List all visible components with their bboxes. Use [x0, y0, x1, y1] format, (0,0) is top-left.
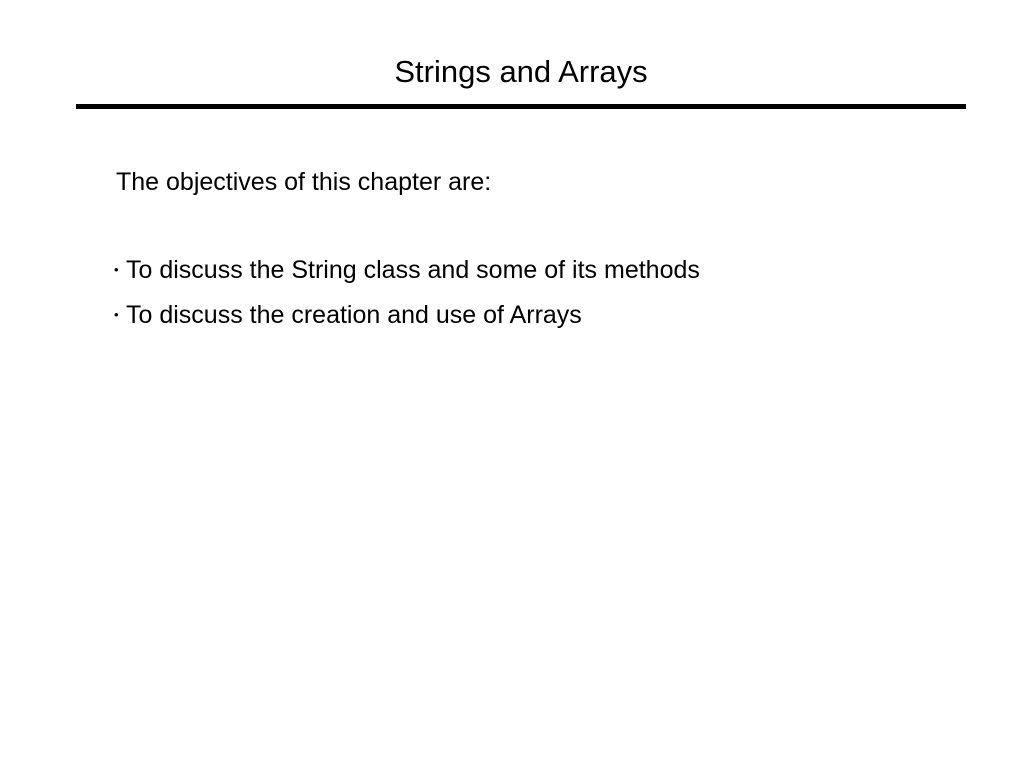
bullet-icon: • [114, 307, 119, 322]
objective-text: To discuss the creation and use of Arrays [126, 301, 582, 329]
objective-item [114, 254, 700, 299]
objective-item [114, 299, 700, 344]
bullet-icon: • [114, 262, 119, 277]
objectives-list [114, 254, 700, 344]
title-underline [76, 104, 966, 109]
objective-text: To discuss the String class and some of its methods [126, 256, 700, 284]
slide-title: Strings and Arrays [394, 54, 648, 89]
objectives-intro: The objectives of this chapter are: [116, 168, 492, 196]
